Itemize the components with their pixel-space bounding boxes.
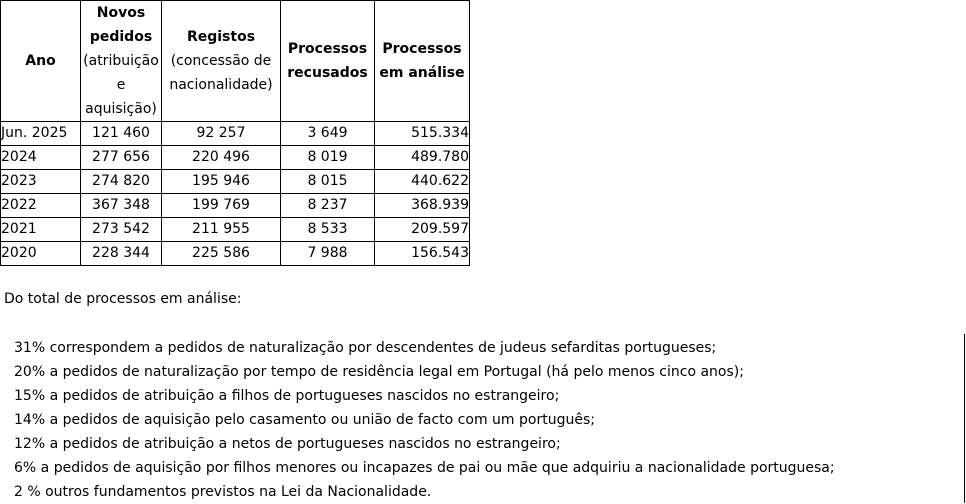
- list-item: 20% a pedidos de naturalização por tempo de residência legal em Portugal (há pelo menos cinco anos);: [14, 364, 744, 380]
- header-novos-subtitle: (atribuição e aquisição): [83, 53, 159, 117]
- cell-ano: Jun. 2025: [1, 122, 81, 146]
- header-processos-recusados: [281, 1, 375, 122]
- list-item: 2 % outros fundamentos previstos na Lei da Nacionalidade.: [14, 484, 432, 500]
- cell-recusados: 8 533: [281, 218, 375, 242]
- table-row: [1, 146, 470, 170]
- header-registos: [162, 1, 281, 122]
- cell-recusados: 8 237: [281, 194, 375, 218]
- header-novos-title: Novos pedidos: [89, 5, 153, 45]
- cell-novos: 121 460: [81, 122, 162, 146]
- cell-registos: 199 769: [162, 194, 281, 218]
- breakdown-intro: Do total de processos em análise:: [4, 291, 242, 307]
- list-item: 15% a pedidos de atribuição a filhos de portugueses nascidos no estrangeiro;: [14, 388, 560, 404]
- cell-recusados: 8 019: [281, 146, 375, 170]
- cell-registos: 92 257: [162, 122, 281, 146]
- cell-novos: 367 348: [81, 194, 162, 218]
- header-registos-title: Registos: [186, 29, 256, 45]
- cell-registos: 195 946: [162, 170, 281, 194]
- header-recusados-label: Processos recusados: [287, 41, 368, 81]
- nationality-statistics-table: [0, 0, 470, 266]
- cell-registos: 220 496: [162, 146, 281, 170]
- table-row: [1, 242, 470, 266]
- cell-analise: 440.622: [375, 170, 470, 194]
- table-row: [1, 194, 470, 218]
- list-item: 12% a pedidos de atribuição a netos de portugueses nascidos no estrangeiro;: [14, 436, 561, 452]
- cell-analise: 489.780: [375, 146, 470, 170]
- table-row: [1, 122, 470, 146]
- cell-novos: 277 656: [81, 146, 162, 170]
- cell-analise: 368.939: [375, 194, 470, 218]
- cell-analise: 156.543: [375, 242, 470, 266]
- table-row: [1, 170, 470, 194]
- cell-registos: 225 586: [162, 242, 281, 266]
- header-processos-em-analise: [375, 1, 470, 122]
- header-ano: [1, 1, 81, 122]
- cell-recusados: 8 015: [281, 170, 375, 194]
- cell-border-divider: [964, 334, 965, 503]
- header-ano-label: Ano: [25, 53, 56, 69]
- table-header-row: [1, 1, 470, 122]
- cell-recusados: 7 988: [281, 242, 375, 266]
- cell-ano: 2024: [1, 146, 81, 170]
- header-novos-pedidos: [81, 1, 162, 122]
- cell-novos: 273 542: [81, 218, 162, 242]
- breakdown-list: [14, 336, 835, 504]
- cell-ano: 2020: [1, 242, 81, 266]
- cell-ano: 2022: [1, 194, 81, 218]
- cell-ano: 2021: [1, 218, 81, 242]
- list-item: 6% a pedidos de aquisição por filhos menores ou incapazes de pai ou mãe que adquiriu a nacionalidade portuguesa;: [14, 460, 835, 476]
- list-item: 14% a pedidos de aquisição pelo casamento ou união de facto com um português;: [14, 412, 595, 428]
- cell-analise: 515.334: [375, 122, 470, 146]
- header-registos-subtitle: (concessão de nacionalidade): [169, 53, 273, 93]
- cell-analise: 209.597: [375, 218, 470, 242]
- table-row: [1, 218, 470, 242]
- cell-registos: 211 955: [162, 218, 281, 242]
- cell-ano: 2023: [1, 170, 81, 194]
- cell-novos: 274 820: [81, 170, 162, 194]
- cell-recusados: 3 649: [281, 122, 375, 146]
- list-item: 31% correspondem a pedidos de naturalização por descendentes de judeus sefarditas portugueses;: [14, 340, 717, 356]
- cell-novos: 228 344: [81, 242, 162, 266]
- header-analise-label: Processos em análise: [379, 41, 465, 81]
